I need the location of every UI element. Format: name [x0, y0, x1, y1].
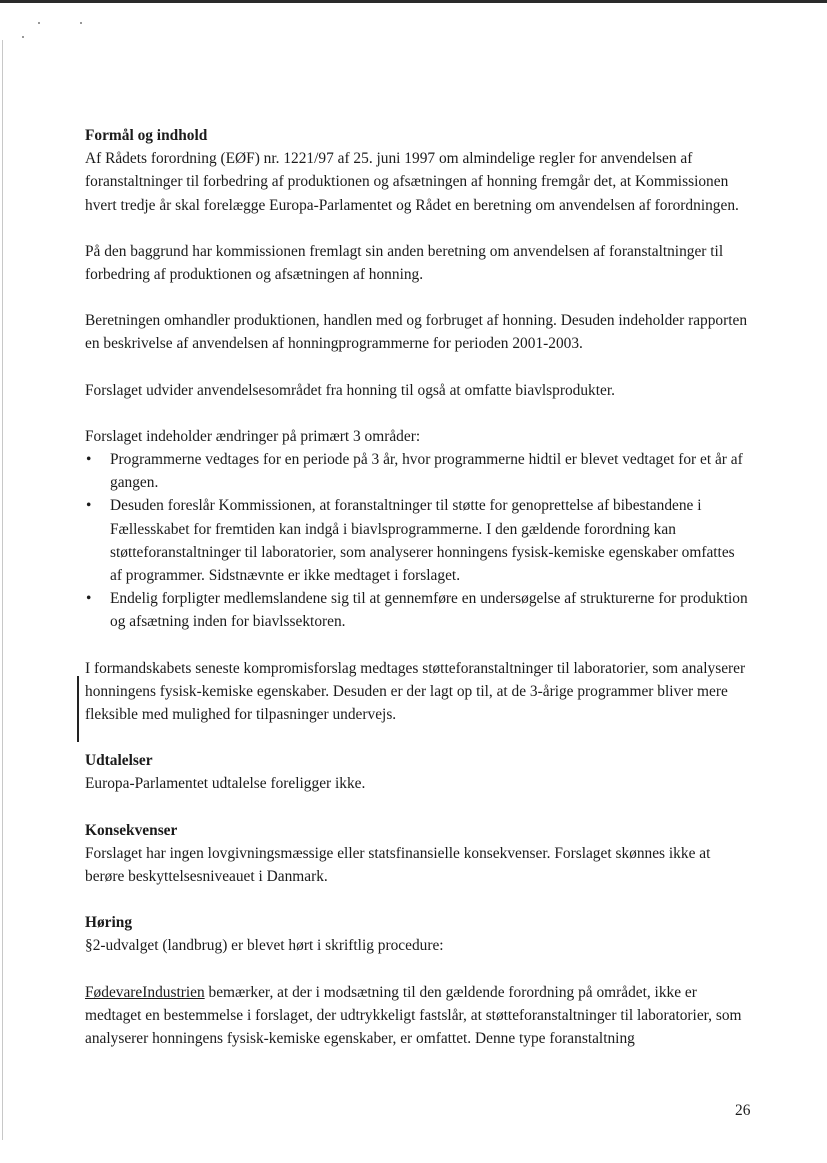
paragraph: Forslaget har ingen lovgivningsmæssige eller statsfinansielle konsekvenser. Forslaget skønnes ikke at berøre beskyttelsesniveauet i Danmark.: [85, 844, 711, 886]
section-heading-formaal: Formål og indhold: [85, 127, 208, 144]
section-heading-konsekvenser: Konsekvenser: [85, 821, 178, 839]
bullet-list: [85, 448, 750, 634]
scan-speck: [80, 22, 82, 24]
revision-change-bar: [77, 676, 79, 742]
paragraph-text: bemærker, at der i modsætning til den gældende forordning på området, ikke er medtaget en bestemmelse i forslaget, der udtrykkeligt fastslår, at støtteforanstaltninger til laboratorier, som analyserer honningens fysisk-kemiske egenskaber, er omfattet. Denne type foranstaltning: [85, 983, 742, 1048]
scan-speck: [38, 22, 40, 24]
paragraph: Forslaget indeholder ændringer på primært 3 områder:: [85, 427, 421, 445]
top-border-line: [0, 0, 827, 3]
list-item: • Programmerne vedtages for en periode på 3 år, hvor programmerne hidtil er blevet vedtaget for et år af gangen.: [85, 448, 750, 494]
paragraph: [85, 981, 750, 1051]
section-heading-udtalelser: Udtalelser: [85, 752, 153, 770]
paragraph: På den baggrund har kommissionen fremlagt sin anden beretning om anvendelsen af foranstaltninger til forbedring af produktionen og afsætningen af honning.: [85, 242, 724, 284]
list-item: • Endelig forpligter medlemslandene sig til at gennemføre en undersøgelse af strukturerne for produktion og afsætning inden for biavlssektoren.: [85, 587, 750, 633]
list-item: • Desuden foreslår Kommissionen, at foranstaltninger til støtte for genoprettelse af bibestandene i Fællesskabet for fremtiden kan indgå i biavlsprogrammerne. I den gældende forordning kan støtteforanstaltninger til laboratorier, som analyserer honningens fysisk-kemiske egenskaber omfattes af programmer. Sidstnævnte er ikke medtaget i forslaget.: [85, 494, 750, 587]
paragraph: §2-udvalget (landbrug) er blevet hørt i skriftlig procedure:: [85, 937, 444, 955]
page-number: 26: [735, 1102, 751, 1119]
paragraph: Europa-Parlamentet udtalelse foreligger ikke.: [85, 775, 366, 793]
paragraph: Beretningen omhandler produktionen, handlen med og forbruget af honning. Desuden indeholder rapporten en beskrivelse af anvendelsen af honningprogrammerne for perioden 2001-2003.: [85, 312, 748, 353]
document-body: [85, 124, 750, 1050]
section-heading-hoering: Høring: [85, 914, 133, 932]
paragraph: Forslaget udvider anvendelsesområdet fra honning til også at omfatte biavlsprodukter.: [85, 381, 615, 399]
left-scan-edge: [2, 40, 3, 1140]
paragraph: I formandskabets seneste kompromisforslag medtages støtteforanstaltninger til laboratorier, som analyserer honningens fysisk-kemiske egenskaber. Desuden er der lagt op til, at de 3-årige programmer bliver mere fleksible med mulighed for tilpasninger undervejs.: [85, 659, 746, 724]
scan-speck: [22, 36, 24, 38]
paragraph: Af Rådets forordning (EØF) nr. 1221/97 af 25. juni 1997 om almindelige regler for anvendelsen af foranstaltninger til forbedring af produktionen og afsætningen af honning fremgår det, at Kommissionen hvert tredje år skal forelægge Europa-Parlamentet og Rådet en beretning om anvendelsen af forordningen.: [85, 150, 739, 214]
organization-name: FødevareIndustrien: [85, 983, 205, 1001]
